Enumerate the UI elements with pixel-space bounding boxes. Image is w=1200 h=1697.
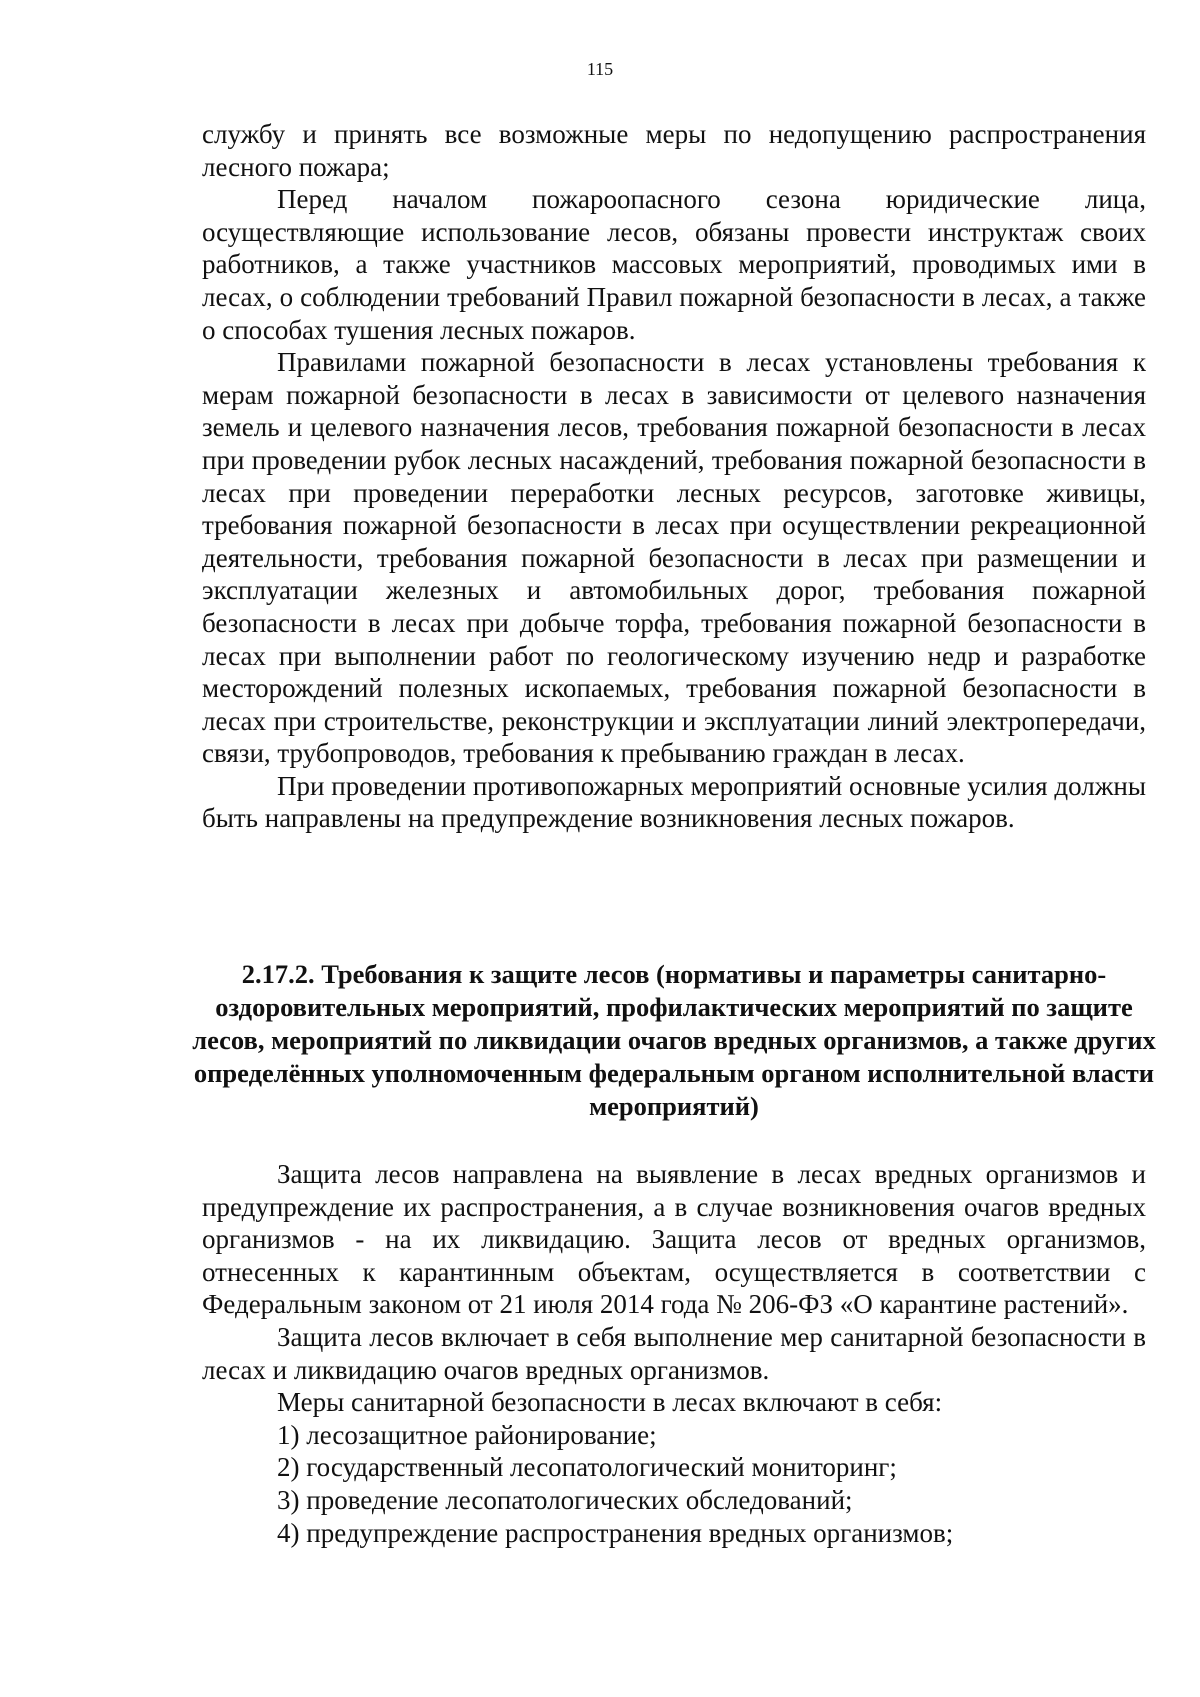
- paragraph-briefing: Перед началом пожароопасного сезона юридические лица, осуществляющие использование лесов, обязаны провести инструктаж своих работников, а также участников массовых мероприятий, проводимых ими в лесах, о соблюдении требований Правил пожарной безопасности в лесах, а также о способах тушения лесных пожаров.: [202, 184, 1146, 345]
- paragraph-fire-rules: Правилами пожарной безопасности в лесах установлены требования к мерам пожарной безопасности в лесах в зависимости от целевого назначения земель и целевого назначения лесов, требования пожарной безопасности в лесах при проведении рубок лесных насаждений, требования пожарной безопасности в лесах при проведении переработки лесных ресурсов, заготовке живицы, требования пожарной безопасности в лесах при осуществлении рекреационной деятельности, требования пожарной безопасности в лесах при размещении и эксплуатации железных и автомобильных дорог, требования пожарной безопасности в лесах при добыче торфа, требования пожарной безопасности в лесах при выполнении работ по геологическому изучению недр и разработке месторождений полезных ископаемых, требования пожарной безопасности в лесах при строительстве, реконструкции и эксплуатации линий электропередачи, связи, трубопроводов, требования к пребыванию граждан в лесах.: [202, 347, 1146, 769]
- paragraph-protection-includes: Защита лесов включает в себя выполнение мер санитарной безопасности в лесах и ликвидацию очагов вредных организмов.: [202, 1321, 1146, 1385]
- list-item: 4) предупреждение распространения вредных организмов;: [277, 1517, 954, 1548]
- sanitary-measures-list: [202, 1419, 1146, 1549]
- list-item: 3) проведение лесопатологических обследований;: [277, 1484, 853, 1515]
- forest-protection-text: [202, 1158, 1146, 1549]
- paragraph-prevention: При проведении противопожарных мероприятий основные усилия должны быть направлены на предупреждение возникновения лесных пожаров.: [202, 770, 1146, 834]
- list-item: 2) государственный лесопатологический мониторинг;: [277, 1452, 897, 1483]
- fire-safety-text: [202, 118, 1146, 835]
- list-item: 1) лесозащитное районирование;: [277, 1419, 657, 1450]
- paragraph-continuation: службу и принять все возможные меры по недопущению распространения лесного пожара;: [202, 119, 1146, 182]
- paragraph-protection-purpose: Защита лесов направлена на выявление в лесах вредных организмов и предупреждение их распространения, а в случае возникновения очагов вредных организмов - на их ликвидацию. Защита лесов от вредных организмов, отнесенных к карантинным объектам, осуществляется в соответствии с Федеральным законом от 21 июля 2014 года № 206-ФЗ «О карантине растений».: [202, 1159, 1146, 1320]
- page-number: 115: [586, 59, 614, 79]
- paragraph-sanitary-measures: Меры санитарной безопасности в лесах включают в себя:: [277, 1387, 943, 1418]
- section-heading: 2.17.2. Требования к защите лесов (нормативы и параметры санитарно-оздоровительных мероприятий, профилактических мероприятий по защите лесов, мероприятий по ликвидации очагов вредных организмов, а также других определённых уполномоченным федеральным органом исполнительной власти мероприятий): [192, 959, 1156, 1121]
